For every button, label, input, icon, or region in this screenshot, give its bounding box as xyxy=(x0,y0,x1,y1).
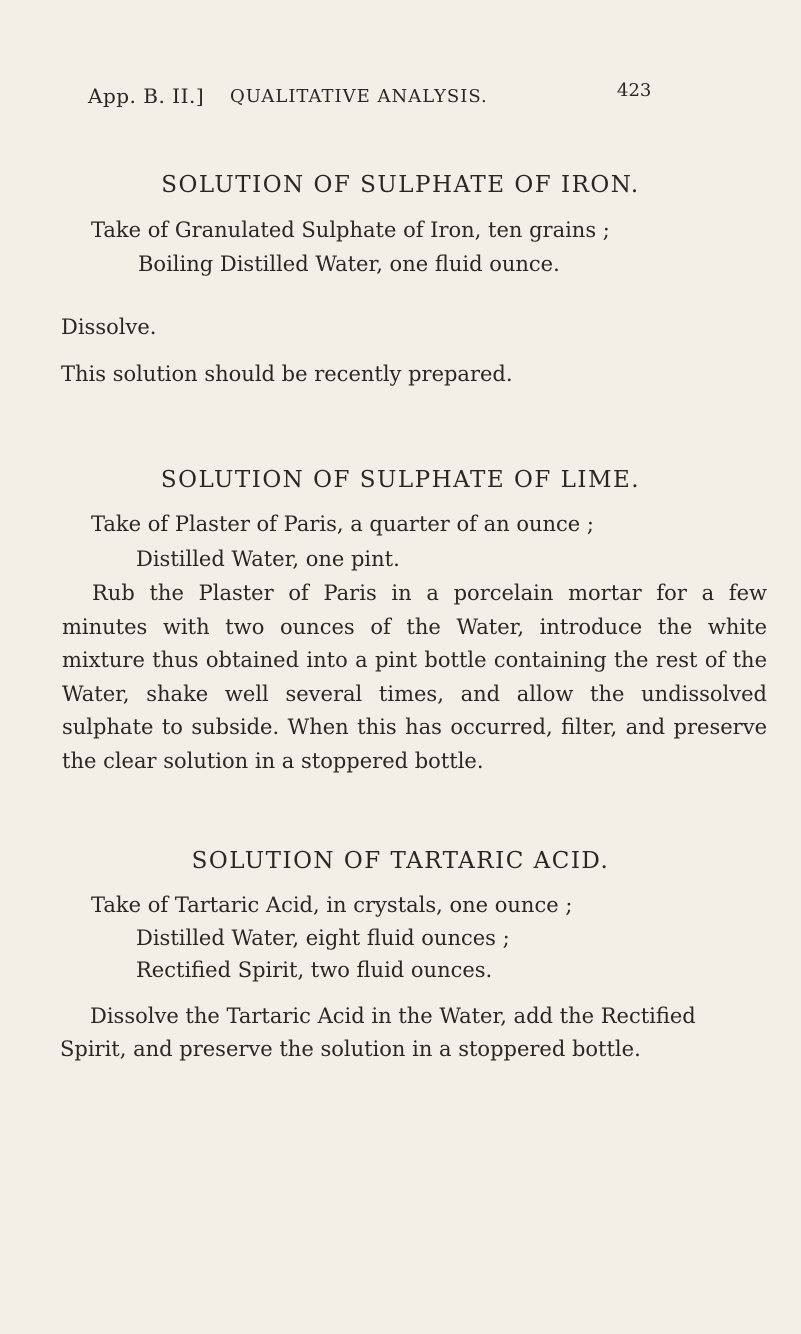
ingredient-line: Boiling Distilled Water, one fluid ounce. xyxy=(138,252,560,276)
ingredient-line: Take of Tartaric Acid, in crystals, one ounce ; xyxy=(91,893,573,917)
header-section-title: QUALITATIVE ANALYSIS. xyxy=(230,86,488,107)
ingredient-line: Rectified Spirit, two fluid ounces. xyxy=(136,958,493,982)
section-title-lime: SOLUTION OF SULPHATE OF LIME. xyxy=(160,467,641,493)
instruction-paragraph: Dissolve the Tartaric Acid in the Water, add the Rectified Spirit, and preserve the solution in a stoppered bottle. xyxy=(60,1004,696,1061)
section-title-iron: SOLUTION OF SULPHATE OF IRON. xyxy=(161,172,640,198)
ingredient-line: Distilled Water, one pint. xyxy=(136,547,400,571)
page-number: 423 xyxy=(617,80,652,101)
ingredient-line: Take of Granulated Sulphate of Iron, ten grains ; xyxy=(91,218,610,242)
instruction-paragraph: Rub the Plaster of Paris in a porcelain mortar for a few minutes with two ounces of the Water, introduce the white mixture thus obtained into a pint bottle containing the rest of the Water, shake well several times, and allow the undissolved sulphate to subside. When this has occurred, filter, and preserve the clear solution in a stoppered bottle. xyxy=(62,581,767,773)
ingredient-line: Distilled Water, eight fluid ounces ; xyxy=(136,926,510,950)
instruction-line: Dissolve. xyxy=(61,315,157,339)
running-header xyxy=(88,82,641,112)
instruction-line: This solution should be recently prepared. xyxy=(61,362,513,386)
section-title-tartaric: SOLUTION OF TARTARIC ACID. xyxy=(191,848,610,874)
ingredient-line: Take of Plaster of Paris, a quarter of an ounce ; xyxy=(91,512,594,536)
header-appendix-label: App. B. II.] xyxy=(88,84,205,108)
